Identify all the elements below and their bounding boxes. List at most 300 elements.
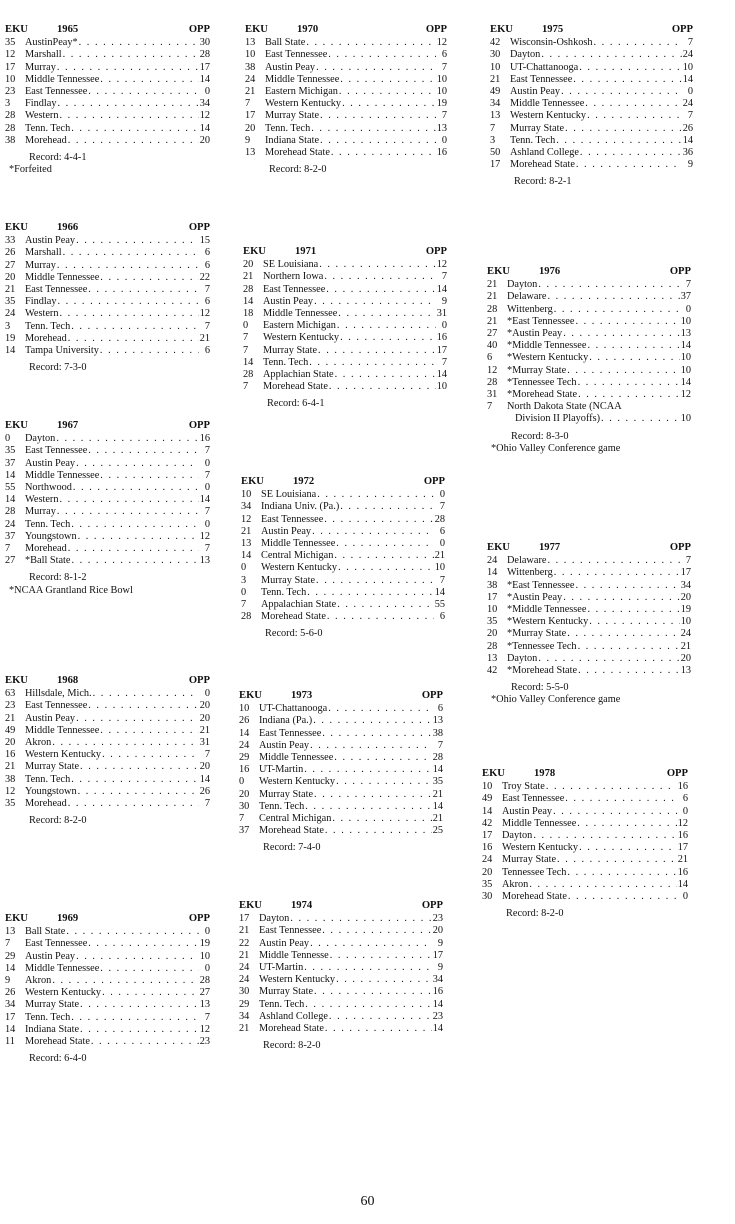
- eku-score: 12: [5, 49, 16, 61]
- opponent-name: *Middle Tennessee: [507, 604, 587, 616]
- eku-score: 35: [487, 616, 498, 628]
- opponent-score: 10: [680, 352, 691, 364]
- game-row: [487, 291, 691, 303]
- eku-score: 34: [5, 999, 16, 1011]
- eku-score: 28: [243, 369, 254, 381]
- eku-score: 21: [239, 925, 250, 937]
- footnote: *Ohio Valley Conference game: [491, 694, 621, 706]
- opp-column-label: OPP: [188, 913, 210, 924]
- opponent-name: UT-Martin: [259, 764, 304, 776]
- eku-score: 10: [241, 489, 252, 501]
- eku-score: 28: [487, 376, 498, 388]
- eku-score: 21: [5, 761, 16, 773]
- game-row: [487, 328, 691, 340]
- opponent-name: Austin Peay: [265, 61, 316, 73]
- opponent-score: 0: [439, 538, 445, 550]
- season-header: [5, 913, 210, 925]
- opponent-score: 0: [682, 891, 688, 903]
- opponent-score: 7: [204, 1011, 210, 1023]
- eku-score: 30: [482, 891, 493, 903]
- opponent-score: 21: [434, 550, 445, 562]
- game-row: [243, 332, 447, 344]
- opponent-name: Morehead State: [259, 825, 324, 837]
- eku-score: 14: [5, 494, 16, 506]
- dot-leader: [342, 98, 436, 110]
- game-row: [5, 62, 210, 74]
- game-row: [482, 854, 688, 866]
- opponent-score: 10: [682, 61, 693, 73]
- eku-score: 10: [490, 61, 501, 73]
- eku-column-label: EKU: [487, 542, 510, 553]
- game-row: [5, 37, 210, 49]
- dot-leader: [579, 62, 681, 74]
- dot-leader: [88, 938, 198, 950]
- dot-leader: [561, 86, 682, 98]
- opponent-score: 10: [680, 413, 691, 425]
- dot-leader: [71, 519, 199, 531]
- opponent-name: Tennessee Tech: [502, 866, 567, 878]
- eku-column-label: EKU: [5, 24, 28, 35]
- game-row: [5, 963, 210, 975]
- opponent-score: 17: [677, 842, 688, 854]
- opponent-score: 28: [432, 752, 443, 764]
- dot-leader: [533, 830, 676, 842]
- opponent-name: Middle Tennessee: [25, 962, 100, 974]
- opponent-score: 28: [199, 49, 210, 61]
- opponent-score: 13: [199, 999, 210, 1011]
- eku-score: 13: [245, 147, 256, 159]
- dot-leader: [577, 818, 676, 830]
- opponent-name: Morehead State: [510, 159, 575, 171]
- game-row: [5, 123, 210, 135]
- eku-column-label: EKU: [487, 266, 510, 277]
- game-row: [487, 580, 691, 592]
- eku-score: 17: [482, 830, 493, 842]
- opponent-score: 0: [204, 926, 210, 938]
- opponent-score: 12: [199, 308, 210, 320]
- opp-column-label: OPP: [421, 690, 443, 701]
- dot-leader: [336, 538, 434, 550]
- opponent-score: 17: [432, 949, 443, 961]
- season-year: 1965: [57, 24, 79, 35]
- footnote: *NCAA Grantland Rice Bowl: [9, 584, 133, 596]
- dot-leader: [100, 725, 198, 737]
- opponent-score: 6: [439, 525, 445, 537]
- game-row: [5, 987, 210, 999]
- game-row: [241, 587, 445, 599]
- game-row: [5, 308, 210, 320]
- dot-leader: [314, 296, 436, 308]
- eku-score: 28: [5, 506, 16, 518]
- opponent-name: Tenn. Tech: [259, 800, 305, 812]
- eku-score: 0: [243, 320, 249, 332]
- dot-leader: [326, 284, 435, 296]
- opponent-name: *Tennessee Tech: [507, 640, 577, 652]
- dot-leader: [71, 1012, 199, 1024]
- eku-score: 27: [5, 259, 16, 271]
- eku-column-label: EKU: [243, 246, 266, 257]
- opponent-name: Morehead: [25, 798, 67, 810]
- dot-leader: [322, 728, 431, 740]
- opponent-name: Morehead State: [261, 611, 326, 623]
- eku-score: 35: [5, 798, 16, 810]
- dot-leader: [76, 235, 199, 247]
- eku-score: 0: [5, 433, 11, 445]
- eku-score: 28: [5, 110, 16, 122]
- opponent-score: 7: [204, 798, 210, 810]
- opponent-name: Ball State: [265, 37, 306, 49]
- opponent-name: Morehead: [25, 134, 67, 146]
- game-row: [490, 62, 693, 74]
- dot-leader: [329, 1011, 432, 1023]
- eku-score: 7: [5, 938, 11, 950]
- opponent-name: Western Kentucky: [510, 110, 587, 122]
- opponent-name: Murray: [25, 61, 56, 73]
- dot-leader: [322, 925, 431, 937]
- game-row: [5, 458, 210, 470]
- eku-score: 14: [5, 469, 16, 481]
- opponent-score: 31: [199, 737, 210, 749]
- game-row: [5, 749, 210, 761]
- eku-score: 23: [5, 86, 16, 98]
- eku-score: 26: [5, 247, 16, 259]
- eku-score: 35: [5, 445, 16, 457]
- season-1974: [239, 900, 443, 1052]
- opponent-name: *Morehead State: [507, 389, 578, 401]
- game-row: [245, 110, 447, 122]
- eku-score: 7: [5, 543, 11, 555]
- dot-leader: [340, 332, 436, 344]
- eku-score: 35: [5, 296, 16, 308]
- opponent-score: 7: [685, 279, 691, 291]
- dot-leader: [80, 761, 199, 773]
- game-row: [482, 891, 688, 903]
- dot-leader: [589, 352, 679, 364]
- opponent-score: 38: [432, 727, 443, 739]
- eku-column-label: EKU: [5, 420, 28, 431]
- dot-leader: [541, 49, 681, 61]
- opponent-score: 12: [680, 389, 691, 401]
- eku-score: 10: [487, 604, 498, 616]
- opponent-score: 13: [432, 715, 443, 727]
- eku-score: 28: [243, 283, 254, 295]
- opponent-score: 27: [199, 987, 210, 999]
- opponent-name: Delaware: [507, 555, 547, 567]
- opponent-name: Northern Iowa: [263, 271, 324, 283]
- opponent-score: 7: [687, 37, 693, 49]
- dot-leader: [314, 789, 432, 801]
- season-record: Record: 8-2-0: [269, 164, 327, 176]
- season-year: 1974: [291, 900, 313, 911]
- game-row: [239, 752, 443, 764]
- dot-leader: [57, 62, 199, 74]
- season-header: [490, 24, 693, 36]
- opponent-score: 20: [199, 134, 210, 146]
- eku-score: 3: [5, 320, 11, 332]
- opponent-name: Dayton: [25, 433, 56, 445]
- eku-score: 26: [239, 715, 250, 727]
- dot-leader: [529, 879, 676, 891]
- dot-leader: [573, 74, 681, 86]
- game-row: [482, 842, 688, 854]
- dot-leader: [306, 37, 435, 49]
- eku-score: 20: [245, 122, 256, 134]
- opponent-score: 6: [204, 296, 210, 308]
- opponent-score: 14: [199, 494, 210, 506]
- opponent-name: Applachian State: [263, 369, 334, 381]
- eku-score: 30: [239, 800, 250, 812]
- opponent-score: 24: [682, 49, 693, 61]
- game-row: [239, 813, 443, 825]
- opponent-score: 20: [199, 700, 210, 712]
- dot-leader: [335, 369, 436, 381]
- dot-leader: [332, 813, 431, 825]
- dot-leader: [78, 786, 199, 798]
- dot-leader: [68, 135, 199, 147]
- opponent-score: 34: [680, 579, 691, 591]
- game-row: [241, 489, 445, 501]
- opponent-score: 6: [204, 345, 210, 357]
- opponent-score: 14: [432, 764, 443, 776]
- eku-score: 42: [487, 665, 498, 677]
- dot-leader: [100, 74, 198, 86]
- opponent-name: Marshall: [25, 49, 62, 61]
- opponent-name: Hillsdale, Mich.: [25, 688, 92, 700]
- opponent-name: Western: [25, 308, 59, 320]
- game-row: [239, 776, 443, 788]
- season-record: Record: 7-4-0: [263, 842, 321, 854]
- dot-leader: [601, 413, 680, 425]
- opponent-name: *Austin Peay: [507, 328, 563, 340]
- opponent-name: Middle Tennessee: [261, 538, 336, 550]
- eku-score: 38: [5, 134, 16, 146]
- dot-leader: [63, 49, 199, 61]
- opponent-name: Western Kentucky: [265, 98, 342, 110]
- dot-leader: [334, 752, 431, 764]
- season-1965: [5, 24, 210, 176]
- game-row: [239, 764, 443, 776]
- game-row: [482, 793, 688, 805]
- dot-leader: [304, 962, 432, 974]
- opponent-name: East Tennessee: [259, 925, 322, 937]
- opponent-score: 10: [680, 315, 691, 327]
- dot-leader: [71, 774, 198, 786]
- opponent-name: Eastern Michigan: [263, 320, 336, 332]
- dot-leader: [305, 801, 431, 813]
- opponent-score: 21: [432, 813, 443, 825]
- eku-score: 24: [5, 308, 16, 320]
- opponent-score: 13: [680, 328, 691, 340]
- game-row: [5, 433, 210, 445]
- eku-score: 10: [482, 781, 493, 793]
- game-row: [243, 284, 447, 296]
- opponent-score: 7: [204, 543, 210, 555]
- eku-score: 10: [5, 73, 16, 85]
- opponent-score: 23: [199, 1036, 210, 1048]
- opponent-name: North Dakota State (NCAA: [507, 401, 622, 413]
- dot-leader: [59, 110, 198, 122]
- dot-leader: [290, 913, 431, 925]
- opponent-name: Tampa University: [25, 345, 99, 357]
- game-row: [5, 555, 210, 567]
- game-row: [487, 316, 691, 328]
- game-row: [487, 377, 691, 389]
- eku-score: 14: [5, 962, 16, 974]
- opponent-score: 12: [199, 530, 210, 542]
- eku-score: 12: [241, 513, 252, 525]
- game-row: [243, 381, 447, 393]
- opponent-score: 12: [199, 110, 210, 122]
- opponent-score: 0: [204, 518, 210, 530]
- dot-leader: [100, 963, 199, 975]
- game-row: [490, 147, 693, 159]
- opponent-name: Tenn. Tech: [259, 998, 305, 1010]
- opponent-name: Murray State: [25, 761, 80, 773]
- game-row: [5, 110, 210, 122]
- game-row: [5, 774, 210, 786]
- eku-score: 17: [5, 1011, 16, 1023]
- opponent-score: 0: [204, 962, 210, 974]
- opponent-score: 9: [437, 962, 443, 974]
- dot-leader: [578, 641, 680, 653]
- game-row: [5, 975, 210, 987]
- game-row: [239, 974, 443, 986]
- season-1966: [5, 222, 210, 374]
- opponent-name: Middle Tennessee: [259, 752, 334, 764]
- eku-score: 11: [5, 1036, 15, 1048]
- dot-leader: [52, 975, 198, 987]
- opponent-score: 0: [441, 320, 447, 332]
- opponent-score: 7: [441, 110, 447, 122]
- opponent-score: 21: [199, 332, 210, 344]
- game-row: [245, 135, 447, 147]
- dot-leader: [575, 580, 679, 592]
- opp-column-label: OPP: [421, 900, 443, 911]
- opponent-name: Austin Peay: [510, 86, 561, 98]
- eku-score: 21: [5, 712, 16, 724]
- opponent-name: *Middle Tennessee: [507, 340, 587, 352]
- opponent-name: Middle Tennessee: [502, 817, 577, 829]
- dot-leader: [337, 599, 434, 611]
- game-row: [5, 345, 210, 357]
- game-row: [5, 798, 210, 810]
- opponent-name: Indiana (Pa.): [259, 715, 313, 727]
- game-row: [245, 147, 447, 159]
- game-row: [245, 74, 447, 86]
- dot-leader: [538, 653, 679, 665]
- dot-leader: [340, 74, 435, 86]
- eku-score: 7: [243, 332, 249, 344]
- game-row: [5, 737, 210, 749]
- opponent-name: UT-Chattanooga: [510, 61, 579, 73]
- eku-score: 37: [5, 457, 16, 469]
- opponent-name: Middle Tennessee: [510, 98, 585, 110]
- opponent-name: East Tennessee: [25, 445, 88, 457]
- playoff-row: [487, 401, 691, 413]
- game-row: [245, 37, 447, 49]
- eku-column-label: EKU: [482, 768, 505, 779]
- eku-column-label: EKU: [5, 222, 28, 233]
- opponent-score: 55: [434, 599, 445, 611]
- opp-column-label: OPP: [188, 24, 210, 35]
- opponent-score: 7: [439, 501, 445, 513]
- opponent-name: Wittenberg: [507, 303, 553, 315]
- game-row: [5, 543, 210, 555]
- eku-score: 3: [5, 98, 11, 110]
- opponent-name: Tenn. Tech: [510, 134, 556, 146]
- opponent-name: Appalachian State: [261, 599, 337, 611]
- opp-column-label: OPP: [666, 768, 688, 779]
- opponent-score: 10: [199, 950, 210, 962]
- eku-score: 28: [241, 611, 252, 623]
- eku-score: 14: [487, 567, 498, 579]
- eku-score: 16: [239, 764, 250, 776]
- dot-leader: [56, 433, 198, 445]
- opponent-score: 6: [441, 49, 447, 61]
- opponent-name: East Tennessee: [261, 513, 324, 525]
- eku-score: 29: [239, 998, 250, 1010]
- opponent-name: Central Michigan: [259, 813, 332, 825]
- game-row: [487, 365, 691, 377]
- game-row: [239, 728, 443, 740]
- dot-leader: [563, 592, 680, 604]
- dot-leader: [80, 999, 199, 1011]
- game-row: [5, 506, 210, 518]
- dot-leader: [307, 587, 433, 599]
- game-row: [5, 1036, 210, 1048]
- game-row: [241, 599, 445, 611]
- opponent-score: 23: [432, 913, 443, 925]
- opponent-score: 9: [437, 937, 443, 949]
- game-row: [5, 49, 210, 61]
- season-header: [241, 476, 445, 488]
- eku-score: 24: [239, 739, 250, 751]
- opponent-score: 21: [199, 724, 210, 736]
- opponent-score: 14: [682, 73, 693, 85]
- eku-score: 21: [243, 271, 254, 283]
- opponent-score: 9: [687, 159, 693, 171]
- game-row: [487, 604, 691, 616]
- opponent-name: East Tennessee: [259, 727, 322, 739]
- opponent-score: 16: [677, 830, 688, 842]
- opponent-score: 16: [436, 332, 447, 344]
- season-record: Record: 8-1-2: [29, 572, 87, 584]
- eku-score: 37: [239, 825, 250, 837]
- opponent-name: Tenn. Tech: [25, 122, 71, 134]
- game-row: [243, 345, 447, 357]
- season-1969: [5, 913, 210, 1065]
- opponent-name: Akron: [25, 737, 52, 749]
- eku-score: 14: [239, 727, 250, 739]
- opponent-name: Ashland College: [510, 147, 579, 159]
- season-year: 1967: [57, 420, 79, 431]
- game-row: [241, 562, 445, 574]
- dot-leader: [587, 604, 679, 616]
- season-1971: [243, 246, 447, 411]
- eku-score: 37: [5, 530, 16, 542]
- dot-leader: [78, 531, 199, 543]
- dot-leader: [76, 951, 199, 963]
- eku-score: 20: [487, 628, 498, 640]
- eku-score: 24: [245, 73, 256, 85]
- opponent-name: Austin Peay: [25, 457, 76, 469]
- game-row: [5, 482, 210, 494]
- game-row: [490, 98, 693, 110]
- opp-column-label: OPP: [188, 222, 210, 233]
- eku-score: 55: [5, 482, 16, 494]
- game-row: [487, 304, 691, 316]
- dot-leader: [305, 999, 431, 1011]
